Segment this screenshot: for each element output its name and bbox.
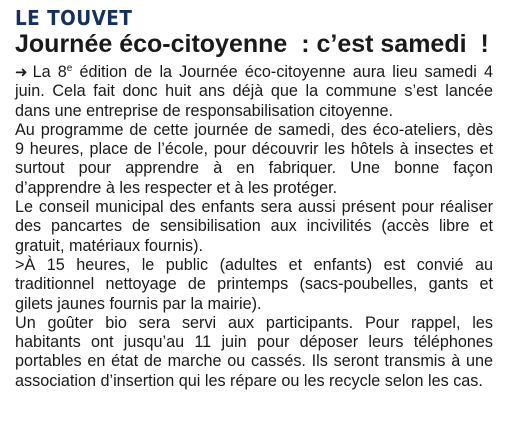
- article-paragraph-snack: Un goûter bio sera servi aux participants. Pour rappel, les habitants ont jusqu’au 11 juin pour déposer leurs téléphones portables en état de marche ou cassés. Ils seront transmis à une association d’insertion qui les répare ou les recycle selon les cas.: [15, 313, 493, 390]
- ordinal-superscript: e: [66, 63, 73, 74]
- article-kicker: LE TOUVET: [15, 6, 133, 30]
- lead-text-start: La 8: [32, 63, 67, 81]
- article-paragraph-cleanup: >À 15 heures, le public (adultes et enfants) est convié au traditionnel nettoyage de printemps (sacs-poubelles, gants et gilets jaunes fournis par la mairie).: [15, 255, 493, 313]
- lead-text-rest: édition de la Journée éco-citoyenne aura lieu samedi 4 juin. Cela fait donc huit ans déjà que la commune s’est lancée dans une entreprise de responsabilisation citoyenne.: [15, 63, 493, 120]
- article-paragraph-program: Au programme de cette journée de samedi, des éco-ateliers, dès 9 heures, place de l’école, pour découvrir les hôtels à insectes et surtout pour apprendre à en fabriquer. Une bonne façon d’apprendre à les respecter et à les protéger.: [15, 120, 493, 197]
- article-paragraph-council: Le conseil municipal des enfants sera aussi présent pour réaliser des pancartes de sensibilisation aux incivilités (accès libre et gratuit, matériaux fournis).: [15, 198, 493, 255]
- article-headline: Journée éco-citoyenne : c’est samedi !: [15, 30, 489, 58]
- article-lead-paragraph: [15, 63, 493, 121]
- arrow-right-icon: ➜: [15, 63, 28, 81]
- news-article: [15, 6, 493, 391]
